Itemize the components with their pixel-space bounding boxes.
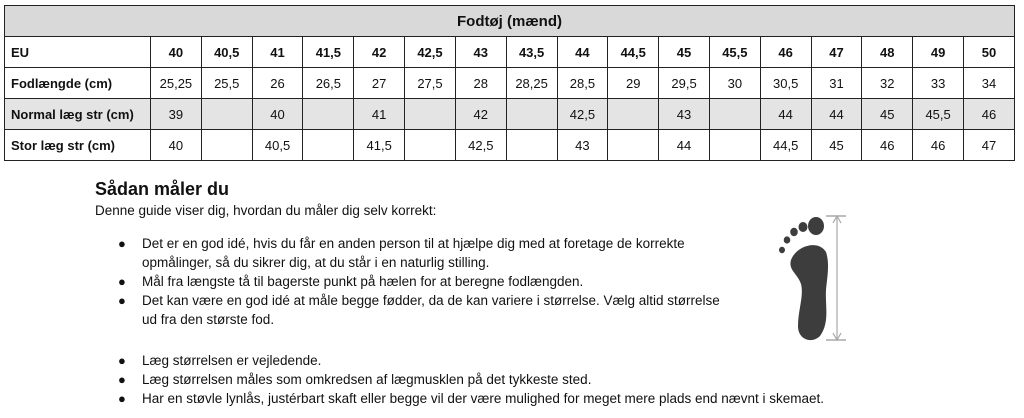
- bullet-icon: ●: [118, 274, 126, 289]
- table-cell: 40,5: [252, 130, 303, 161]
- table-cell: 46: [862, 130, 913, 161]
- table-cell: [303, 99, 354, 130]
- table-cell: 40: [151, 37, 202, 68]
- guide-list-text: Har en støvle lynlås, justérbart skaft eller begge vil der være mulighed for meget mere plads end nævnt i skemaet.: [142, 391, 825, 406]
- eu-size-row: [5, 37, 1015, 68]
- table-cell: [608, 99, 659, 130]
- bullet-icon: ●: [118, 293, 126, 308]
- guide-list-text: opmålinger, så du sikrer dig, at du står i en naturlig stilling.: [142, 255, 490, 270]
- guide-list-item: [95, 291, 875, 310]
- table-cell: 28: [455, 68, 506, 99]
- table-cell: 34: [964, 68, 1015, 99]
- table-cell: 25,25: [151, 68, 202, 99]
- table-cell: 40,5: [201, 37, 252, 68]
- table-cell: [201, 130, 252, 161]
- table-cell: [608, 130, 659, 161]
- table-cell: 41: [354, 99, 405, 130]
- large-calf-row: [5, 130, 1015, 161]
- row-label: Normal læg str (cm): [5, 99, 151, 130]
- table-cell: 44: [811, 99, 862, 130]
- table-cell: [506, 99, 557, 130]
- row-label: Fodlængde (cm): [5, 68, 151, 99]
- table-cell: 49: [913, 37, 964, 68]
- guide-list-item: [95, 253, 875, 272]
- table-cell: 42,5: [405, 37, 456, 68]
- table-cell: 30,5: [760, 68, 811, 99]
- table-cell: 25,5: [201, 68, 252, 99]
- guide-intro: Denne guide viser dig, hvordan du måler dig selv korrekt:: [95, 203, 437, 218]
- normal-calf-row: [5, 99, 1015, 130]
- table-cell: 29,5: [659, 68, 710, 99]
- table-cell: 45: [811, 130, 862, 161]
- size-chart-table: [4, 5, 1015, 161]
- table-cell: 43: [659, 99, 710, 130]
- table-cell: 29: [608, 68, 659, 99]
- table-cell: 41,5: [354, 130, 405, 161]
- measure-line: [826, 216, 846, 340]
- table-cell: 45: [862, 99, 913, 130]
- table-cell: 28,5: [557, 68, 608, 99]
- table-cell: [201, 99, 252, 130]
- table-cell: 46: [964, 99, 1015, 130]
- guide-list-item: [95, 370, 875, 389]
- table-cell: [405, 130, 456, 161]
- table-cell: 40: [252, 99, 303, 130]
- guide-list-item: [95, 272, 875, 291]
- table-cell: 40: [151, 130, 202, 161]
- table-cell: 42,5: [455, 130, 506, 161]
- table-cell: 41: [252, 37, 303, 68]
- guide-list-text: Mål fra længste tå til bagerste punkt på hælen for at beregne fodlængden.: [142, 274, 584, 289]
- foot-icon: [779, 217, 828, 340]
- table-cell: 47: [964, 130, 1015, 161]
- row-label: EU: [5, 37, 151, 68]
- guide-list-item: [95, 234, 875, 253]
- table-cell: [506, 130, 557, 161]
- foot-length-row: [5, 68, 1015, 99]
- foot-measure-figure: [774, 212, 854, 344]
- table-cell: 42: [354, 37, 405, 68]
- table-cell: [709, 99, 760, 130]
- guide-heading: Sådan måler du: [95, 179, 230, 199]
- table-cell: 43,5: [506, 37, 557, 68]
- table-cell: 45,5: [709, 37, 760, 68]
- table-cell: 26,5: [303, 68, 354, 99]
- row-label: Stor læg str (cm): [5, 130, 151, 161]
- table-cell: 31: [811, 68, 862, 99]
- guide-list-text: Læg størrelsen måles som omkredsen af lægmusklen på det tykkeste sted.: [142, 372, 592, 387]
- table-cell: 33: [913, 68, 964, 99]
- table-title: Fodtøj (mænd): [5, 6, 1015, 37]
- table-cell: 46: [913, 130, 964, 161]
- table-cell: 41,5: [303, 37, 354, 68]
- table-cell: 50: [964, 37, 1015, 68]
- bullet-icon: ●: [118, 353, 126, 368]
- table-cell: 39: [151, 99, 202, 130]
- guide-list-text: Læg størrelsen er vejledende.: [142, 353, 322, 368]
- table-cell: 32: [862, 68, 913, 99]
- bullet-icon: ●: [118, 236, 126, 251]
- table-cell: 43: [557, 130, 608, 161]
- table-cell: 26: [252, 68, 303, 99]
- table-cell: 44: [760, 99, 811, 130]
- guide-list-item: [95, 310, 875, 329]
- guide-list-item: [95, 351, 875, 370]
- table-cell: 42: [455, 99, 506, 130]
- bullet-icon: ●: [118, 372, 126, 387]
- table-cell: 45,5: [913, 99, 964, 130]
- table-cell: 44: [557, 37, 608, 68]
- bullet-icon: ●: [118, 391, 126, 406]
- table-cell: 42,5: [557, 99, 608, 130]
- table-cell: 44,5: [760, 130, 811, 161]
- table-cell: 28,25: [506, 68, 557, 99]
- table-cell: [405, 99, 456, 130]
- table-cell: [303, 130, 354, 161]
- table-cell: 47: [811, 37, 862, 68]
- table-cell: 46: [760, 37, 811, 68]
- table-cell: 27,5: [405, 68, 456, 99]
- table-title-row: [5, 6, 1015, 37]
- table-cell: 27: [354, 68, 405, 99]
- guide-list-b: [95, 351, 875, 408]
- guide-list-a: [95, 234, 875, 329]
- table-cell: 44: [659, 130, 710, 161]
- guide-list-text: Det kan være en god idé at måle begge fødder, da de kan variere i størrelse. Vælg altid størrelse: [142, 293, 720, 308]
- guide-list-text: Det er en god idé, hvis du får en anden person til at hjælpe dig med at foretage de korrekte: [142, 236, 685, 251]
- table-cell: 45: [659, 37, 710, 68]
- table-cell: 48: [862, 37, 913, 68]
- table-cell: [709, 130, 760, 161]
- guide-list-item: [95, 389, 875, 408]
- table-cell: 44,5: [608, 37, 659, 68]
- table-cell: 30: [709, 68, 760, 99]
- guide-list-text: ud fra den største fod.: [142, 312, 275, 327]
- table-cell: 43: [455, 37, 506, 68]
- measure-guide: [95, 178, 875, 408]
